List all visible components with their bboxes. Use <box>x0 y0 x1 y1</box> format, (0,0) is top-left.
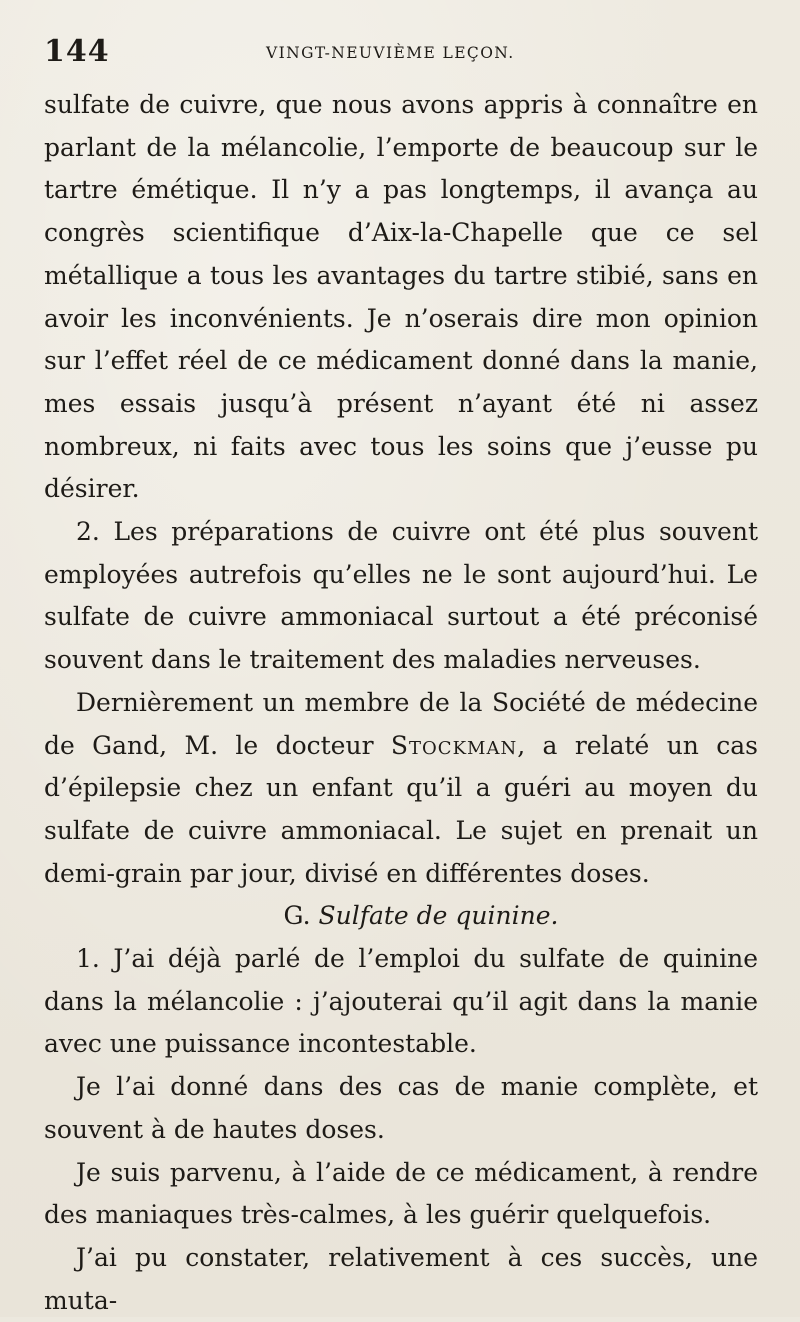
page-header <box>44 34 756 74</box>
paragraph-6: Je suis parvenu, à l’aide de ce médicament, à rendre des maniaques très-calmes, à les guérir quelquefois. <box>44 1157 758 1230</box>
section-label: G. <box>283 901 311 931</box>
paragraph-7: J’ai pu constater, relativement à ces succès, une muta- <box>44 1242 758 1315</box>
section-title: Sulfate de quinine. <box>318 901 559 931</box>
section-heading <box>44 895 758 938</box>
paragraph-3 <box>44 682 758 896</box>
paragraph-5: Je l’ai donné dans des cas de manie complète, et souvent à de hautes doses. <box>44 1072 758 1144</box>
page-number: 144 <box>44 34 110 69</box>
paragraph-3-text-a: Dernièrement un membre de la Société de médecine de Gand, M. le docteur <box>44 687 758 760</box>
author-name: Stockman <box>390 730 518 760</box>
paragraph-1: sulfate de cuivre, que nous avons appris à connaître en parlant de la mélancolie, l’emporte de beaucoup sur le tartre émétique. Il n’y a pas longtemps, il avança au congrès scientifique d’Aix-la-Chapelle que ce sel métallique a tous les avantages du tartre stibié, sans en avoir les inconvénients. Je n’oserais dire mon opinion sur l’effet réel de ce médicament donné dans la manie, mes essais jusqu’à présent n’ayant été ni assez nombreux, ni faits avec tous les soins que j’eusse pu désirer. <box>44 90 758 504</box>
paragraph-4: 1. J’ai déjà parlé de l’emploi du sulfate de quinine dans la mélancolie : j’ajouterai qu’il agit dans la manie avec une puissance incontestable. <box>44 944 758 1059</box>
paragraph-3-text-b: , a relaté un cas d’épilepsie chez un enfant qu’il a guéri au moyen du sulfate de cuivre ammoniacal. Le sujet en prenait un demi-grain par jour, divisé en différentes doses. <box>44 730 759 888</box>
paragraph-2: 2. Les préparations de cuivre ont été plus souvent employées autrefois qu’elles ne le sont aujourd’hui. Le sulfate de cuivre ammoniacal surtout a été préconisé souvent dans le traitement des maladies nerveuses. <box>44 517 758 675</box>
running-head: VINGT-NEUVIÈME LEÇON. <box>266 44 515 62</box>
body-text <box>44 84 758 1322</box>
